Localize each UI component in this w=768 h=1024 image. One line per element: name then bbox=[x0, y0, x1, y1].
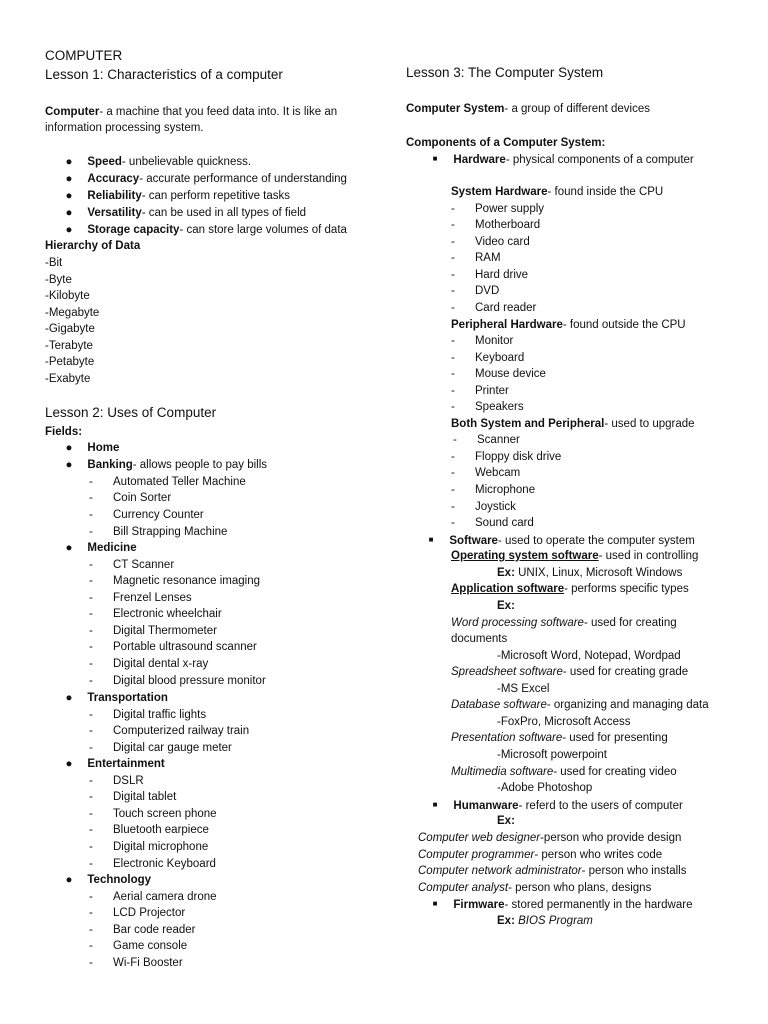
list-item: - Automated Teller Machine bbox=[89, 476, 246, 488]
list-item: - Bill Strapping Machine bbox=[89, 526, 228, 538]
app-software-label: Application software- performs specific types bbox=[451, 583, 689, 595]
list-item: - Electronic wheelchair bbox=[89, 608, 222, 620]
lesson3-heading: Lesson 3: The Computer System bbox=[406, 65, 604, 80]
list-item: - DSLR bbox=[89, 775, 144, 787]
hierarchy-item: -Exabyte bbox=[45, 373, 91, 385]
field-medicine: ● Medicine bbox=[57, 540, 137, 556]
computer-definition-line1: Computer- a machine that you feed data into. It is like an bbox=[45, 106, 338, 118]
field-entertainment: ● Entertainment bbox=[57, 756, 165, 772]
list-item: - Bluetooth earpiece bbox=[89, 824, 209, 836]
list-item: - Digital dental x-ray bbox=[89, 658, 209, 670]
multimedia-software: Multimedia software- used for creating video bbox=[451, 766, 677, 778]
bullet-icon: ● bbox=[65, 190, 73, 202]
bullet-icon: ● bbox=[65, 459, 73, 471]
hierarchy-heading: Hierarchy of Data bbox=[45, 240, 141, 252]
human-role: Computer analyst- person who plans, designs bbox=[418, 882, 652, 894]
list-item: - Touch screen phone bbox=[89, 808, 217, 820]
bullet-icon: ● bbox=[65, 542, 73, 554]
bullet-icon: ● bbox=[65, 173, 73, 185]
computer-system-definition: Computer System- a group of different devices bbox=[406, 103, 650, 115]
peripheral-hardware-label: Peripheral Hardware- found outside the CPU bbox=[451, 319, 686, 331]
software-item: ■ Software- used to operate the computer system bbox=[419, 532, 695, 549]
list-item: - Bar code reader bbox=[89, 924, 196, 936]
both-hardware-label: Both System and Peripheral- used to upgrade bbox=[451, 418, 695, 430]
list-item: - Digital tablet bbox=[89, 791, 177, 803]
firmware-item: ■ Firmware- stored permanently in the hardware bbox=[423, 896, 692, 913]
list-item: - Wi-Fi Booster bbox=[89, 957, 183, 969]
list-item: - Card reader bbox=[451, 302, 537, 314]
field-banking: ● Banking- allows people to pay bills bbox=[57, 457, 267, 473]
bullet-icon: ● bbox=[65, 207, 73, 219]
list-item: - LCD Projector bbox=[89, 907, 186, 919]
presentation-example: -Microsoft powerpoint bbox=[497, 749, 607, 761]
human-role: Computer programmer- person who writes code bbox=[418, 849, 663, 861]
list-item: - Digital car gauge meter bbox=[89, 742, 232, 754]
list-item: - Frenzel Lenses bbox=[89, 592, 192, 604]
word-software-cont: documents bbox=[451, 633, 508, 645]
app-example-label: Ex: bbox=[497, 600, 515, 612]
list-item: - Aerial camera drone bbox=[89, 891, 217, 903]
hierarchy-item: -Kilobyte bbox=[45, 290, 90, 302]
list-item: - Joystick bbox=[451, 501, 516, 513]
characteristic-item: ● Speed- unbelievable quickness. bbox=[57, 154, 251, 170]
list-item: - Digital microphone bbox=[89, 841, 209, 853]
presentation-software: Presentation software- used for presenting bbox=[451, 732, 668, 744]
lesson1-heading: Lesson 1: Characteristics of a computer bbox=[45, 67, 283, 82]
multimedia-example: -Adobe Photoshop bbox=[497, 782, 593, 794]
list-item: - Digital traffic lights bbox=[89, 709, 207, 721]
document-title: COMPUTER bbox=[45, 48, 123, 63]
bullet-icon: ● bbox=[65, 874, 73, 886]
bullet-icon: ● bbox=[65, 224, 73, 236]
spreadsheet-example: -MS Excel bbox=[497, 683, 550, 695]
list-item: - Microphone bbox=[451, 484, 536, 496]
database-example: -FoxPro, Microsoft Access bbox=[497, 716, 631, 728]
spreadsheet-software: Spreadsheet software- used for creating grade bbox=[451, 666, 689, 678]
word-example: -Microsoft Word, Notepad, Wordpad bbox=[497, 650, 681, 662]
list-item: - RAM bbox=[451, 252, 501, 264]
characteristic-item: ● Accuracy- accurate performance of understanding bbox=[57, 171, 347, 187]
list-item: - Mouse device bbox=[451, 368, 546, 380]
list-item: - Currency Counter bbox=[89, 509, 204, 521]
hierarchy-item: -Gigabyte bbox=[45, 323, 95, 335]
list-item: - Electronic Keyboard bbox=[89, 858, 216, 870]
bullet-icon: ● bbox=[65, 156, 73, 168]
hierarchy-item: -Terabyte bbox=[45, 340, 93, 352]
hierarchy-item: -Megabyte bbox=[45, 307, 100, 319]
characteristic-item: ● Versatility- can be used in all types of field bbox=[57, 205, 306, 221]
list-item: - Hard drive bbox=[451, 269, 529, 281]
list-item: - Power supply bbox=[451, 203, 545, 215]
word-software: Word processing software- used for creating bbox=[451, 617, 677, 629]
list-item: - Monitor bbox=[451, 335, 514, 347]
list-item: - Speakers bbox=[451, 401, 524, 413]
list-item: - Game console bbox=[89, 940, 188, 952]
list-item: - Webcam bbox=[451, 467, 521, 479]
list-item: - Keyboard bbox=[451, 352, 525, 364]
components-heading: Components of a Computer System: bbox=[406, 137, 606, 149]
list-item: - Magnetic resonance imaging bbox=[89, 575, 261, 587]
hierarchy-item: -Bit bbox=[45, 257, 63, 269]
list-item: - Digital blood pressure monitor bbox=[89, 675, 266, 687]
list-item: - Printer bbox=[451, 385, 509, 397]
list-item: - Floppy disk drive bbox=[451, 451, 562, 463]
list-item: - Computerized railway train bbox=[89, 725, 250, 737]
hierarchy-item: -Byte bbox=[45, 274, 72, 286]
list-item: - Coin Sorter bbox=[89, 492, 172, 504]
characteristic-item: ● Storage capacity- can store large volumes of data bbox=[57, 222, 347, 238]
square-bullet-icon: ■ bbox=[432, 800, 438, 809]
field-technology: ● Technology bbox=[57, 872, 151, 888]
square-bullet-icon: ■ bbox=[428, 535, 434, 544]
os-software-label: Operating system software- used in controlling bbox=[451, 550, 699, 562]
list-item: - CT Scanner bbox=[89, 559, 175, 571]
list-item: - Digital Thermometer bbox=[89, 625, 217, 637]
hardware-item: ■ Hardware- physical components of a computer bbox=[423, 151, 694, 168]
computer-definition-line2: information processing system. bbox=[45, 122, 204, 134]
database-software: Database software- organizing and managing data bbox=[451, 699, 709, 711]
list-item: - Portable ultrasound scanner bbox=[89, 641, 257, 653]
firmware-example: Ex: BIOS Program bbox=[497, 915, 593, 927]
square-bullet-icon: ■ bbox=[432, 154, 438, 163]
human-role: Computer network administrator- person who installs bbox=[418, 865, 687, 877]
field-transportation: ● Transportation bbox=[57, 690, 168, 706]
human-role: Computer web designer-person who provide design bbox=[418, 832, 682, 844]
list-item: - Sound card bbox=[451, 517, 534, 529]
os-example: Ex: UNIX, Linux, Microsoft Windows bbox=[497, 567, 683, 579]
bullet-icon: ● bbox=[65, 442, 73, 454]
list-item: - Scanner bbox=[453, 434, 520, 446]
list-item: - DVD bbox=[451, 285, 500, 297]
characteristic-item: ● Reliability- can perform repetitive tasks bbox=[57, 188, 290, 204]
humanware-example-label: Ex: bbox=[497, 815, 515, 827]
square-bullet-icon: ■ bbox=[432, 899, 438, 908]
system-hardware-label: System Hardware- found inside the CPU bbox=[451, 186, 664, 198]
bullet-icon: ● bbox=[65, 692, 73, 704]
list-item: - Motherboard bbox=[451, 219, 541, 231]
field-home: ● Home bbox=[57, 440, 119, 456]
list-item: - Video card bbox=[451, 236, 530, 248]
lesson2-heading: Lesson 2: Uses of Computer bbox=[45, 405, 217, 420]
fields-label: Fields: bbox=[45, 426, 83, 438]
bullet-icon: ● bbox=[65, 758, 73, 770]
hierarchy-item: -Petabyte bbox=[45, 356, 95, 368]
humanware-item: ■ Humanware- referd to the users of computer bbox=[423, 797, 683, 814]
